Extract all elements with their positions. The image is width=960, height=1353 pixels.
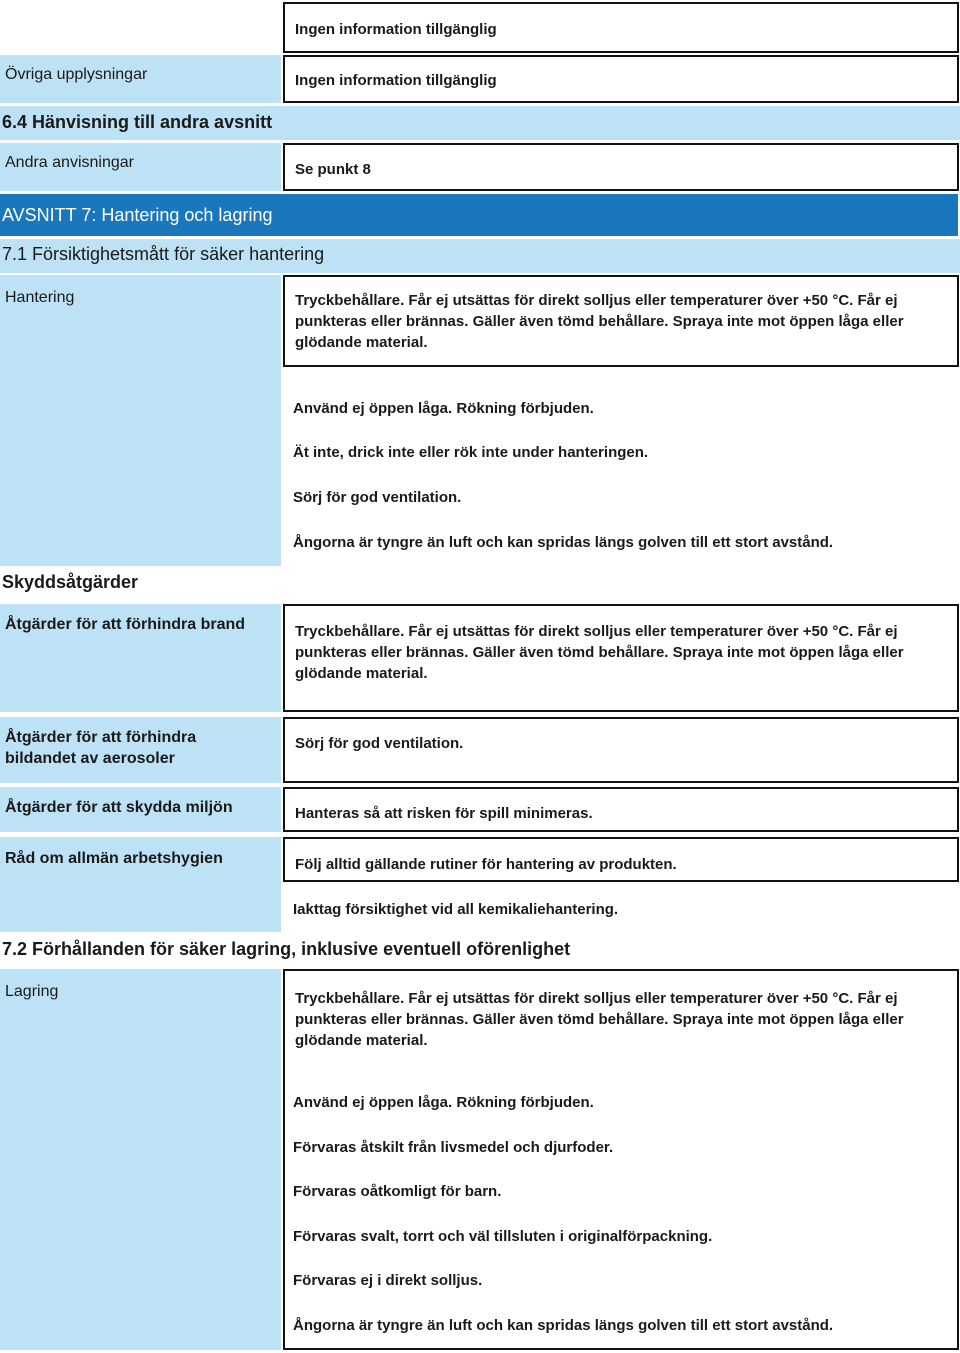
label-hygien xyxy=(0,837,281,932)
heading-skyddsatgarder xyxy=(0,570,960,596)
hantering-box xyxy=(283,275,959,367)
hygien-value: Följ alltid gällande rutiner för hantering av produkten. xyxy=(295,856,677,873)
hantering-p2: Använd ej öppen låga. Rökning förbjuden. xyxy=(293,400,594,417)
heading-7-1-text: 7.1 Försiktighetsmått för säker hantering xyxy=(2,244,325,264)
hantering-p4: Sörj för god ventilation. xyxy=(293,489,462,506)
lagring-box xyxy=(283,969,959,1350)
value-se-punkt: Se punkt 8 xyxy=(295,161,371,178)
label-ovriga-upplysningar xyxy=(0,55,281,103)
label-lagring xyxy=(0,969,281,1350)
top-value-box-1 xyxy=(283,2,959,53)
miljo-value: Hanteras så att risken för spill minimeras. xyxy=(295,805,593,822)
label-aerosoler xyxy=(0,717,281,783)
top-value-box-2 xyxy=(283,55,959,103)
aerosoler-box xyxy=(283,717,959,783)
label-andra-anvisningar-text: Andra anvisningar xyxy=(5,154,134,171)
heading-7-2 xyxy=(0,936,960,962)
top-value-2: Ingen information tillgänglig xyxy=(295,72,497,89)
miljo-box xyxy=(283,787,959,832)
lagring-p4: Förvaras oåtkomligt för barn. xyxy=(293,1183,502,1200)
label-hantering xyxy=(0,275,281,566)
lagring-p1: Tryckbehållare. Får ej utsättas för direkt solljus eller temperaturer över +50 °C. Får ej punkteras eller brännas. Gäller även tömd behållare. Spraya inte mot öppen låga eller glödande material. xyxy=(295,990,904,1049)
label-miljo xyxy=(0,787,281,832)
section-7-header-bar xyxy=(0,194,958,236)
heading-7-2-text: 7.2 Förhållanden för säker lagring, inklusive eventuell oförenlighet xyxy=(2,939,571,959)
heading-skyddsatgarder-text: Skyddsåtgärder xyxy=(2,572,139,592)
label-brand xyxy=(0,604,281,712)
hantering-p1: Tryckbehållare. Får ej utsättas för direkt solljus eller temperaturer över +50 °C. Får ej punkteras eller brännas. Gäller även tömd behållare. Spraya inte mot öppen låga eller glödande material. xyxy=(295,292,904,351)
label-ovriga-text: Övriga upplysningar xyxy=(5,66,148,83)
heading-7-1 xyxy=(0,239,960,273)
label-hantering-text: Hantering xyxy=(5,289,75,306)
lagring-p5: Förvaras svalt, torrt och väl tillsluten i originalförpackning. xyxy=(293,1228,713,1245)
value-box-se-punkt xyxy=(283,143,959,191)
hygien-value-2: Iakttag försiktighet vid all kemikaliehantering. xyxy=(293,901,619,918)
label-aerosoler-text: Åtgärder för att förhindra bildandet av aerosoler xyxy=(5,729,197,767)
lagring-p6: Förvaras ej i direkt solljus. xyxy=(293,1272,483,1289)
brand-box xyxy=(283,604,959,712)
hygien-box xyxy=(283,837,959,882)
aerosoler-value: Sörj för god ventilation. xyxy=(295,735,464,752)
lagring-p3: Förvaras åtskilt från livsmedel och djurfoder. xyxy=(293,1139,614,1156)
heading-6-4-text: 6.4 Hänvisning till andra avsnitt xyxy=(2,112,273,132)
brand-value: Tryckbehållare. Får ej utsättas för direkt solljus eller temperaturer över +50 °C. Får ej punkteras eller brännas. Gäller även tömd behållare. Spraya inte mot öppen låga eller glödande material. xyxy=(295,623,904,682)
lagring-p7: Ångorna är tyngre än luft och kan spridas längs golven till ett stort avstånd. xyxy=(293,1317,834,1334)
label-hygien-text: Råd om allmän arbetshygien xyxy=(5,850,223,867)
section-7-title: AVSNITT 7: Hantering och lagring xyxy=(2,205,273,225)
label-brand-text: Åtgärder för att förhindra brand xyxy=(5,616,246,633)
label-andra-anvisningar xyxy=(0,143,281,191)
hantering-p3: Ät inte, drick inte eller rök inte under hanteringen. xyxy=(293,444,649,461)
heading-6-4 xyxy=(0,106,960,140)
label-miljo-text: Åtgärder för att skydda miljön xyxy=(5,799,233,816)
label-lagring-text: Lagring xyxy=(5,983,59,1000)
top-value-1: Ingen information tillgänglig xyxy=(295,21,497,38)
lagring-p2: Använd ej öppen låga. Rökning förbjuden. xyxy=(293,1094,594,1111)
hantering-p5: Ångorna är tyngre än luft och kan spridas längs golven till ett stort avstånd. xyxy=(293,534,834,551)
